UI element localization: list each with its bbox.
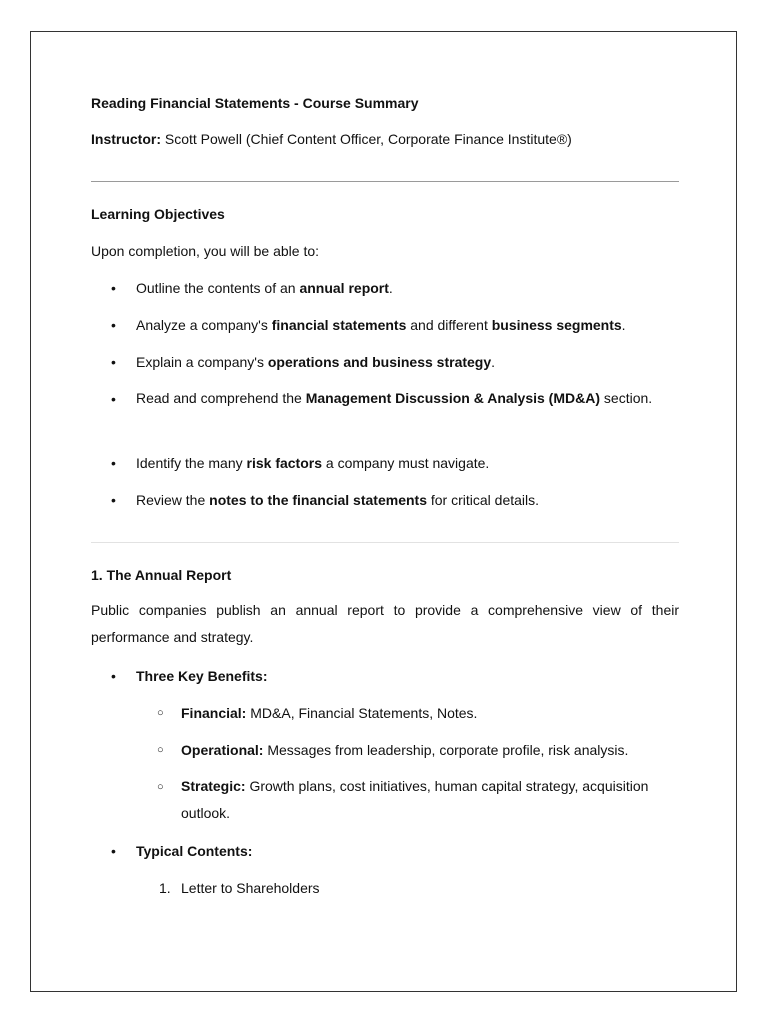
document-page <box>30 31 737 992</box>
bullet-icon: • <box>111 354 116 370</box>
benefit-item <box>181 773 679 827</box>
objective-text: . <box>491 354 496 370</box>
objective-text: for critical details. <box>426 492 540 508</box>
objective-text: Analyze a company's <box>136 317 272 333</box>
benefit-text: Messages from leadership, corporate profile, risk analysis. <box>263 742 629 758</box>
instructor-value: Scott Powell (Chief Content Officer, Corporate Finance Institute®) <box>161 131 572 147</box>
bullet-icon: • <box>111 492 116 508</box>
objective-bold: financial statements <box>271 317 407 333</box>
bullet-icon: • <box>111 280 116 296</box>
objective-text: Outline the contents of an <box>136 280 300 296</box>
objective-item <box>136 491 679 509</box>
objective-item <box>136 316 679 334</box>
objective-bold: Management Discussion & Analysis (MD&A) <box>305 390 601 406</box>
objective-bold: notes to the financial statements <box>209 492 427 508</box>
document-title: Reading Financial Statements - Course Summary <box>91 95 419 111</box>
objective-item <box>136 454 679 472</box>
objective-text: section. <box>600 390 653 406</box>
objective-bold: operations and business strategy <box>267 354 492 370</box>
bullet-icon: • <box>111 317 116 333</box>
objective-text: a company must navigate. <box>322 455 490 471</box>
contents-item: Letter to Shareholders <box>181 880 320 896</box>
benefit-text: MD&A, Financial Statements, Notes. <box>246 705 478 721</box>
objective-item <box>136 353 679 371</box>
section-divider <box>91 542 679 543</box>
objective-text: Explain a company's <box>136 354 268 370</box>
list-number: 1. <box>159 880 171 896</box>
objective-bold: annual report <box>299 280 389 296</box>
learning-objectives-heading: Learning Objectives <box>91 206 225 222</box>
bullet-icon: • <box>111 668 116 684</box>
objective-item <box>136 385 679 412</box>
annual-report-intro: Public companies publish an annual report to provide a comprehensive view of their performance and strategy. <box>91 602 679 645</box>
instructor-label: Instructor: <box>91 131 161 147</box>
objective-text: Identify the many <box>136 455 247 471</box>
objective-text: Review the <box>136 492 210 508</box>
objective-item <box>136 279 679 297</box>
circle-bullet-icon: ○ <box>157 744 164 756</box>
benefit-item <box>181 704 679 722</box>
contents-label: Typical Contents: <box>136 843 253 859</box>
bullet-icon: • <box>111 843 116 859</box>
objective-text: and different <box>406 317 492 333</box>
objective-text: . <box>621 317 626 333</box>
section-divider <box>91 181 679 182</box>
benefit-label: Financial: <box>181 705 247 721</box>
benefit-label: Operational: <box>181 742 264 758</box>
circle-bullet-icon: ○ <box>157 781 164 793</box>
objective-bold: risk factors <box>246 455 322 471</box>
objective-text: . <box>388 280 393 296</box>
circle-bullet-icon: ○ <box>157 707 164 719</box>
learning-objectives-intro: Upon completion, you will be able to: <box>91 243 320 259</box>
instructor-line <box>91 130 572 148</box>
benefit-label: Strategic: <box>181 778 246 794</box>
benefit-item <box>181 741 679 759</box>
objective-text: Read and comprehend the <box>136 390 306 406</box>
objective-bold: business segments <box>491 317 622 333</box>
annual-report-heading: 1. The Annual Report <box>91 567 232 583</box>
bullet-icon: • <box>111 455 116 471</box>
benefit-text: Growth plans, cost initiatives, human capital strategy, acquisition outlook. <box>181 778 649 821</box>
bullet-icon: • <box>111 391 116 407</box>
benefits-label: Three Key Benefits: <box>136 668 268 684</box>
